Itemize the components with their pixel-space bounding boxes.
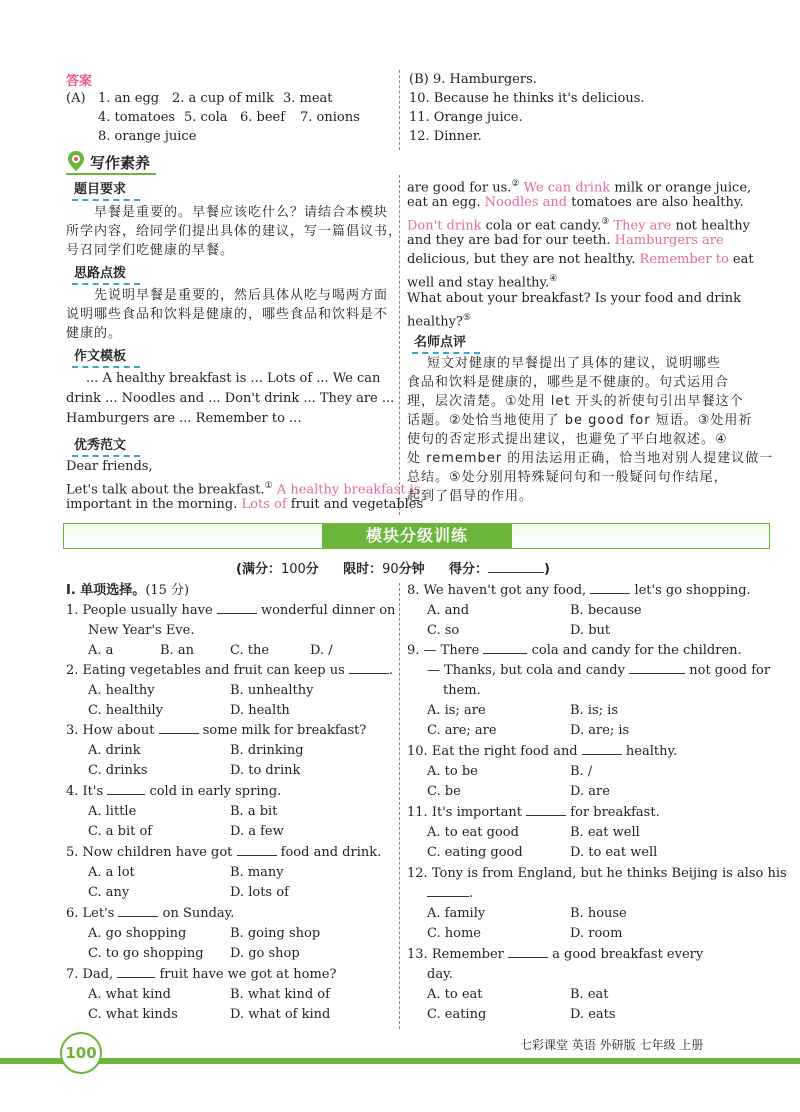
comment-line: 总结。⑤处分别用特殊疑问句和一般疑问句作结尾，: [407, 470, 728, 485]
answer-blank[interactable]: [159, 733, 199, 734]
score-line: [236, 561, 550, 579]
idea-line: 健康的。: [66, 326, 123, 341]
option[interactable]: D. /: [310, 643, 333, 658]
comment-line: 食品和饮料是健康的，哪些是不健康的。句式运用合: [407, 375, 730, 390]
page-number: 100: [65, 1044, 97, 1062]
model-text: important in the morning.: [66, 497, 238, 512]
option[interactable]: D. are; is: [570, 723, 630, 738]
answer-blank[interactable]: [217, 613, 257, 614]
option[interactable]: A. what kind: [88, 987, 171, 1002]
model-line: [407, 270, 557, 292]
option[interactable]: A. family: [427, 906, 486, 921]
model-highlight: A healthy breakfast is: [276, 482, 421, 498]
answer-item: 4. tomatoes: [98, 110, 176, 125]
model-line: What about your breakfast? Is your food and drink: [407, 291, 742, 306]
option[interactable]: D. to drink: [230, 763, 301, 778]
writing-title: 写作素养: [90, 154, 151, 172]
question-9-cont: them.: [443, 683, 481, 698]
question-10: 10. Eat the right food and healthy.: [407, 744, 678, 759]
question-3: 3. How about some milk for breakfast?: [66, 723, 367, 738]
answer-item: 1. an egg: [98, 91, 160, 106]
answer-item: 3. meat: [283, 91, 333, 106]
option[interactable]: C. drinks: [88, 763, 148, 778]
option[interactable]: D. lots of: [230, 885, 289, 900]
model-text: are good for us.: [407, 180, 512, 196]
option[interactable]: C. be: [427, 784, 461, 799]
model-text: and they are bad for our teeth.: [407, 233, 611, 248]
req-line: 号召同学们吃健康的早餐。: [66, 243, 235, 258]
answer-blank[interactable]: [508, 957, 548, 958]
option[interactable]: B. is; is: [570, 703, 618, 718]
answer-item: 11. Orange juice.: [409, 110, 523, 125]
option[interactable]: D. but: [570, 623, 611, 638]
answers-a-label: (A): [66, 91, 86, 106]
idea-line: 说明哪些食品和饮料是健康的，哪些食品和饮料是不: [66, 307, 389, 322]
column-divider: [399, 70, 400, 150]
option[interactable]: A. a lot: [88, 865, 135, 880]
question-6: 6. Let's on Sunday.: [66, 906, 235, 921]
model-text: healthy?: [407, 314, 463, 330]
answer-blank[interactable]: [349, 673, 389, 674]
option[interactable]: B. going shop: [230, 926, 321, 941]
comment-line: 起到了倡导的作用。: [407, 489, 534, 504]
question-11: 11. It's important for breakfast.: [407, 805, 660, 820]
time-unit: 分钟: [398, 562, 425, 577]
marker: ④: [549, 274, 558, 284]
template-line: drink ... Noodles and ... Don't drink ... They are ...: [66, 391, 395, 406]
location-pin-icon: [66, 150, 86, 172]
model-text: delicious, but they are not healthy.: [407, 252, 636, 267]
option[interactable]: A. healthy: [88, 683, 155, 698]
time-value: 90: [382, 562, 399, 577]
answer-blank[interactable]: [107, 794, 145, 795]
model-highlight: Don't drink: [407, 218, 482, 234]
comment-line: 话题。②处恰当地使用了 be good for 短语。③处用祈: [407, 413, 753, 428]
req-line: 早餐是重要的。早餐应该吃什么？请结合本模块: [94, 205, 389, 220]
option[interactable]: D. eats: [570, 1007, 616, 1022]
answer-item: 5. cola: [184, 110, 228, 125]
question-8: 8. We haven't got any food, let's go shopping.: [407, 583, 751, 598]
option[interactable]: B. because: [570, 603, 642, 618]
answer-blank[interactable]: [118, 916, 158, 917]
score-unit: 分: [305, 562, 319, 577]
get-label: 得分：: [448, 562, 488, 577]
answer-blank[interactable]: [237, 855, 277, 856]
question-13: 13. Remember a good breakfast every: [407, 947, 704, 962]
model-line: [407, 194, 744, 212]
answer-blank[interactable]: [427, 896, 469, 897]
req-line: 所学内容，给同学们提出具体的建议，写一篇倡议书，: [66, 224, 403, 239]
answer-item: 8. orange juice: [98, 129, 197, 144]
model-highlight: We can drink: [523, 180, 611, 196]
answer-blank[interactable]: [526, 815, 566, 816]
question-5: 5. Now children have got food and drink.: [66, 845, 382, 860]
model-text: well and stay healthy.: [407, 275, 550, 291]
option[interactable]: D. what of kind: [230, 1007, 331, 1022]
option[interactable]: C. healthily: [88, 703, 163, 718]
option[interactable]: A. a: [88, 643, 114, 658]
option[interactable]: B. eat well: [570, 825, 640, 840]
model-text: not healthy: [675, 218, 750, 234]
option[interactable]: D. room: [570, 926, 623, 941]
banner-title: 模块分级训练: [322, 523, 512, 549]
option[interactable]: C. so: [427, 623, 460, 638]
writing-title-underline: [66, 173, 156, 175]
answer-item: 9. Hamburgers.: [433, 72, 537, 87]
template-line: Hamburgers are ... Remember to ...: [66, 411, 302, 426]
option[interactable]: D. a few: [230, 824, 284, 839]
answer-item: 6. beef: [240, 110, 286, 125]
option[interactable]: B. /: [570, 764, 593, 779]
question-7: 7. Dad, fruit have we got at home?: [66, 967, 337, 982]
comment-line: 处 remember 的用法运用正确，恰当地对别人提建议做一: [407, 451, 774, 466]
question-2: 2. Eating vegetables and fruit can keep us .: [66, 663, 394, 678]
model-text: fruit and vegetables: [290, 497, 424, 512]
option[interactable]: A. little: [88, 804, 137, 819]
model-line: [407, 251, 754, 269]
answer-blank[interactable]: [582, 754, 622, 755]
question-9-cont: — Thanks, but cola and candy not good for: [427, 663, 771, 678]
column-divider: [399, 175, 400, 515]
question-13-cont: day.: [427, 967, 453, 982]
marker: ①: [264, 481, 273, 491]
column-divider: [399, 583, 400, 1029]
comment-line: 使句的否定形式提出建议，也避免了平白地叙述。④: [407, 432, 728, 447]
answers-b-label: (B): [409, 72, 429, 87]
footer-bar: [0, 1058, 800, 1064]
score-close: ): [543, 562, 550, 577]
template-tag: 作文模板: [74, 345, 126, 364]
answer-item: 2. a cup of milk: [172, 91, 274, 106]
option[interactable]: C. home: [427, 926, 481, 941]
score-value: 100: [280, 562, 306, 577]
question-12: 12. Tony is from England, but he thinks Beijing is also his: [407, 866, 787, 881]
option[interactable]: D. go shop: [230, 946, 300, 961]
model-highlight: Hamburgers are: [614, 233, 724, 248]
model-line: [66, 496, 423, 514]
question-12-cont: .: [427, 885, 473, 903]
question-1-cont: New Year's Eve.: [88, 623, 195, 638]
option[interactable]: A. to eat: [427, 987, 483, 1002]
option[interactable]: C. a bit of: [88, 824, 153, 839]
answers-title: 答案: [66, 74, 93, 89]
option[interactable]: A. go shopping: [88, 926, 187, 941]
option[interactable]: A. to eat good: [427, 825, 519, 840]
option[interactable]: B. what kind of: [230, 987, 330, 1002]
answer-blank[interactable]: [629, 673, 685, 674]
book-title: 七彩课堂 英语 外研版 七年级 上册: [520, 1038, 704, 1052]
answer-blank[interactable]: [590, 593, 630, 594]
option[interactable]: C. eating good: [427, 845, 523, 860]
model-highlight: Noodles and: [484, 195, 568, 210]
answer-item: 12. Dinner.: [409, 129, 482, 144]
model-line: Dear friends,: [66, 459, 153, 474]
answer-item: 7. onions: [300, 110, 360, 125]
model-text: tomatoes are also healthy.: [571, 195, 744, 210]
answer-item: 10. Because he thinks it's delicious.: [409, 91, 645, 106]
marker: ③: [601, 217, 610, 227]
time-label: 限时：: [343, 562, 383, 577]
section-label: Ⅰ. 单项选择。: [66, 583, 146, 598]
marker: ②: [511, 179, 520, 189]
answer-blank[interactable]: [117, 977, 155, 978]
module-banner: [63, 523, 770, 549]
model-text: cola or eat candy.: [485, 218, 602, 234]
option[interactable]: C. to go shopping: [88, 946, 204, 961]
model-line: [407, 232, 724, 250]
option[interactable]: B. an: [160, 643, 194, 658]
option[interactable]: A. is; are: [427, 703, 486, 718]
marker: ⑤: [462, 313, 471, 323]
req-tag: 题目要求: [74, 178, 126, 197]
option[interactable]: C. the: [230, 643, 270, 658]
idea-tag: 思路点拨: [74, 262, 126, 281]
option[interactable]: D. to eat well: [570, 845, 658, 860]
model-text: eat: [732, 252, 754, 267]
page-number-badge: [60, 1032, 102, 1074]
option[interactable]: B. many: [230, 865, 284, 880]
score-label: (满分：: [236, 562, 281, 577]
comment-line: 理，层次清楚。①处用 let 开头的祈使句引出早餐这个: [407, 394, 744, 409]
option[interactable]: C. any: [88, 885, 130, 900]
option[interactable]: B. eat: [570, 987, 609, 1002]
option[interactable]: A. drink: [88, 743, 141, 758]
model-highlight: Remember to: [639, 252, 729, 267]
model-text: milk or orange juice,: [614, 180, 752, 196]
option[interactable]: A. to be: [427, 764, 478, 779]
model-line: [407, 309, 471, 331]
option[interactable]: C. what kinds: [88, 1007, 178, 1022]
option[interactable]: D. health: [230, 703, 290, 718]
comment-tag: 名师点评: [414, 331, 466, 350]
model-text: Let's talk about the breakfast.: [66, 482, 265, 498]
model-highlight: Lots of: [241, 497, 287, 512]
section-title: [66, 582, 189, 600]
option[interactable]: D. are: [570, 784, 610, 799]
answer-blank[interactable]: [483, 653, 527, 654]
question-9: 9. — There cola and candy for the children.: [407, 643, 742, 658]
idea-line: 先说明早餐是重要的，然后具体从吃与喝两方面: [94, 288, 389, 303]
model-highlight: They are: [613, 218, 672, 234]
question-4: 4. It's cold in early spring.: [66, 784, 282, 799]
comment-line: 短文对健康的早餐提出了具体的建议，说明哪些: [427, 356, 722, 371]
model-tag: 优秀范文: [74, 434, 126, 453]
question-1: 1. People usually have wonderful dinner on: [66, 603, 396, 618]
option[interactable]: C. are; are: [427, 723, 497, 738]
score-blank[interactable]: [488, 572, 544, 573]
option[interactable]: B. house: [570, 906, 627, 921]
option[interactable]: A. and: [427, 603, 470, 618]
option[interactable]: C. eating: [427, 1007, 487, 1022]
option[interactable]: B. a bit: [230, 804, 278, 819]
section-points: (15 分): [145, 583, 190, 598]
option[interactable]: B. drinking: [230, 743, 304, 758]
model-text: eat an egg.: [407, 195, 481, 210]
template-line: ... A healthy breakfast is ... Lots of ... We can: [86, 371, 381, 386]
option[interactable]: B. unhealthy: [230, 683, 314, 698]
